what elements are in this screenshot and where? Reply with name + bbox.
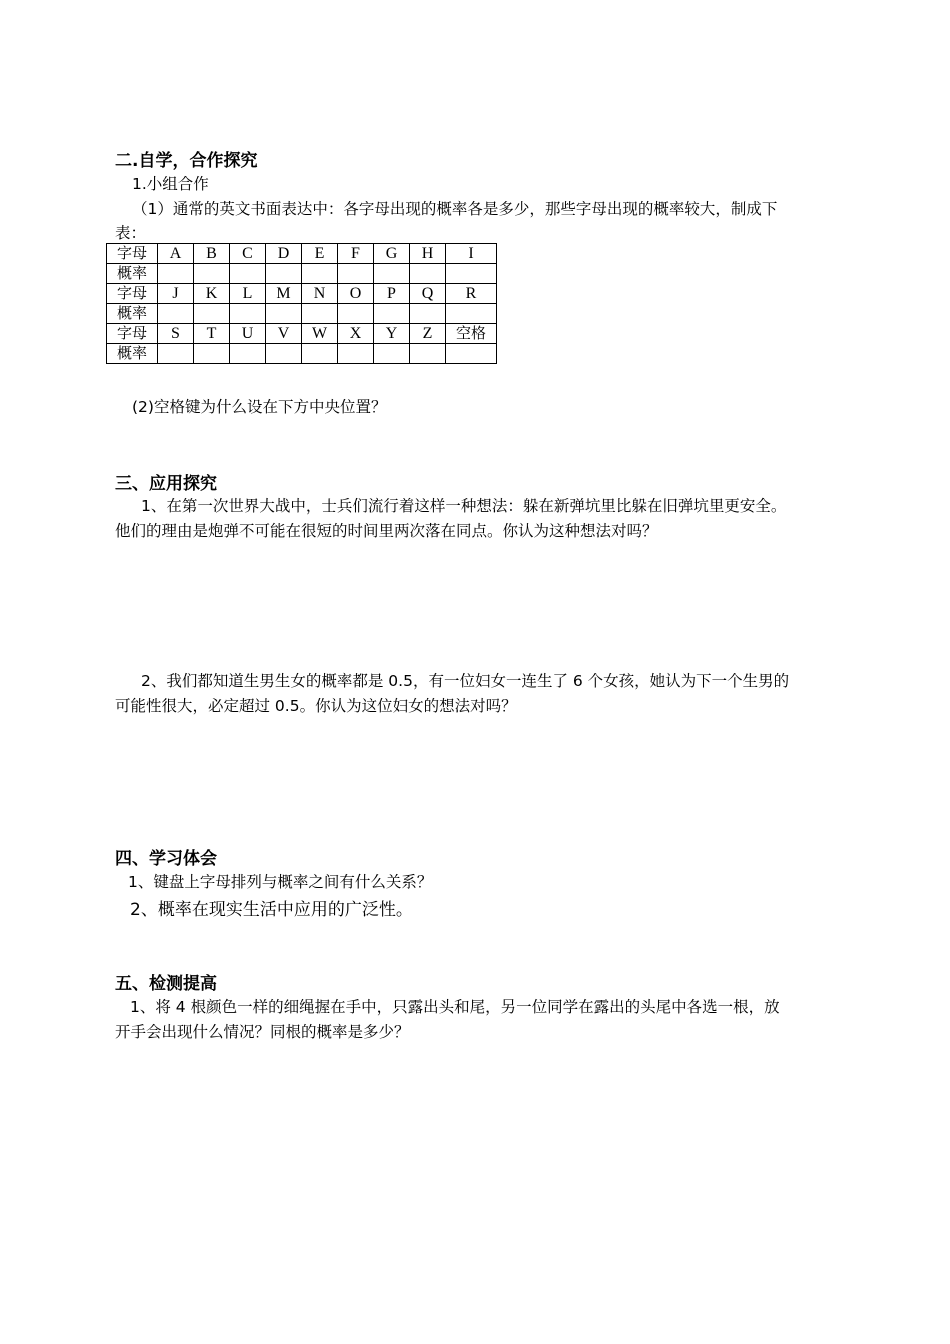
prob-row-2 xyxy=(107,304,497,324)
letter-cell: R xyxy=(446,284,497,304)
letter-cell: P xyxy=(374,284,410,304)
letter-probability-table xyxy=(106,243,497,364)
section5-q1-line2: 开手会出现什么情况？同根的概率是多少？ xyxy=(115,1023,410,1041)
letter-cell: Q xyxy=(410,284,446,304)
letter-cell: H xyxy=(410,244,446,264)
letter-cell: T xyxy=(194,324,230,344)
letter-cell: Z xyxy=(410,324,446,344)
letter-cell: L xyxy=(230,284,266,304)
letter-cell: X xyxy=(338,324,374,344)
section2-q1-line2: 表： xyxy=(115,224,147,242)
letter-cell: N xyxy=(302,284,338,304)
section2-sub1: 1.小组合作 xyxy=(132,175,209,193)
section3-q2-line1: 2、我们都知道生男生女的概率都是 0.5，有一位妇女一连生了 6 个女孩，她认为下一个生男的 xyxy=(141,672,790,690)
letter-cell: V xyxy=(266,324,302,344)
section3-q1-line1: 1、在第一次世界大战中，士兵们流行着这样一种想法：躲在新弹坑里比躲在旧弹坑里更安全。 xyxy=(141,497,787,515)
section5-title: 五、检测提高 xyxy=(115,974,217,994)
letter-cell: W xyxy=(302,324,338,344)
letter-cell: K xyxy=(194,284,230,304)
section4-item2: 2、概率在现实生活中应用的广泛性。 xyxy=(130,900,413,920)
letter-cell: G xyxy=(374,244,410,264)
prob-row-1 xyxy=(107,264,497,284)
prob-row-3 xyxy=(107,344,497,364)
label-prob: 概率 xyxy=(107,264,158,284)
section3-title: 三、应用探究 xyxy=(115,474,217,494)
letter-row-1 xyxy=(107,244,497,264)
section3-q2-line2: 可能性很大，必定超过 0.5。你认为这位妇女的想法对吗？ xyxy=(115,697,517,715)
letter-cell: M xyxy=(266,284,302,304)
letter-cell: D xyxy=(266,244,302,264)
label-prob: 概率 xyxy=(107,304,158,324)
letter-cell: U xyxy=(230,324,266,344)
section5-q1-line1: 1、将 4 根颜色一样的细绳握在手中，只露出头和尾，另一位同学在露出的头尾中各选一根，放 xyxy=(130,998,780,1016)
letter-cell: O xyxy=(338,284,374,304)
letter-row-2 xyxy=(107,284,497,304)
letter-cell: Y xyxy=(374,324,410,344)
letter-cell: B xyxy=(194,244,230,264)
section2-title: 二.自学，合作探究 xyxy=(115,151,258,171)
letter-row-3 xyxy=(107,324,497,344)
section4-item1: 1、键盘上字母排列与概率之间有什么关系？ xyxy=(128,873,433,891)
letter-cell: S xyxy=(158,324,194,344)
section4-title: 四、学习体会 xyxy=(115,849,217,869)
letter-cell: E xyxy=(302,244,338,264)
section3-q1-line2: 他们的理由是炮弹不可能在很短的时间里两次落在同点。你认为这种想法对吗？ xyxy=(115,522,658,540)
letter-cell: J xyxy=(158,284,194,304)
section2-q2: (2)空格键为什么设在下方中央位置？ xyxy=(132,398,387,416)
label-letter: 字母 xyxy=(107,324,158,344)
letter-cell: C xyxy=(230,244,266,264)
label-letter: 字母 xyxy=(107,244,158,264)
letter-cell: F xyxy=(338,244,374,264)
label-letter: 字母 xyxy=(107,284,158,304)
letter-cell: A xyxy=(158,244,194,264)
label-prob: 概率 xyxy=(107,344,158,364)
section2-q1-line1: （1）通常的英文书面表达中：各字母出现的概率各是多少，那些字母出现的概率较大，制成下 xyxy=(132,200,778,218)
letter-cell: I xyxy=(446,244,497,264)
space-cell: 空格 xyxy=(446,324,497,344)
